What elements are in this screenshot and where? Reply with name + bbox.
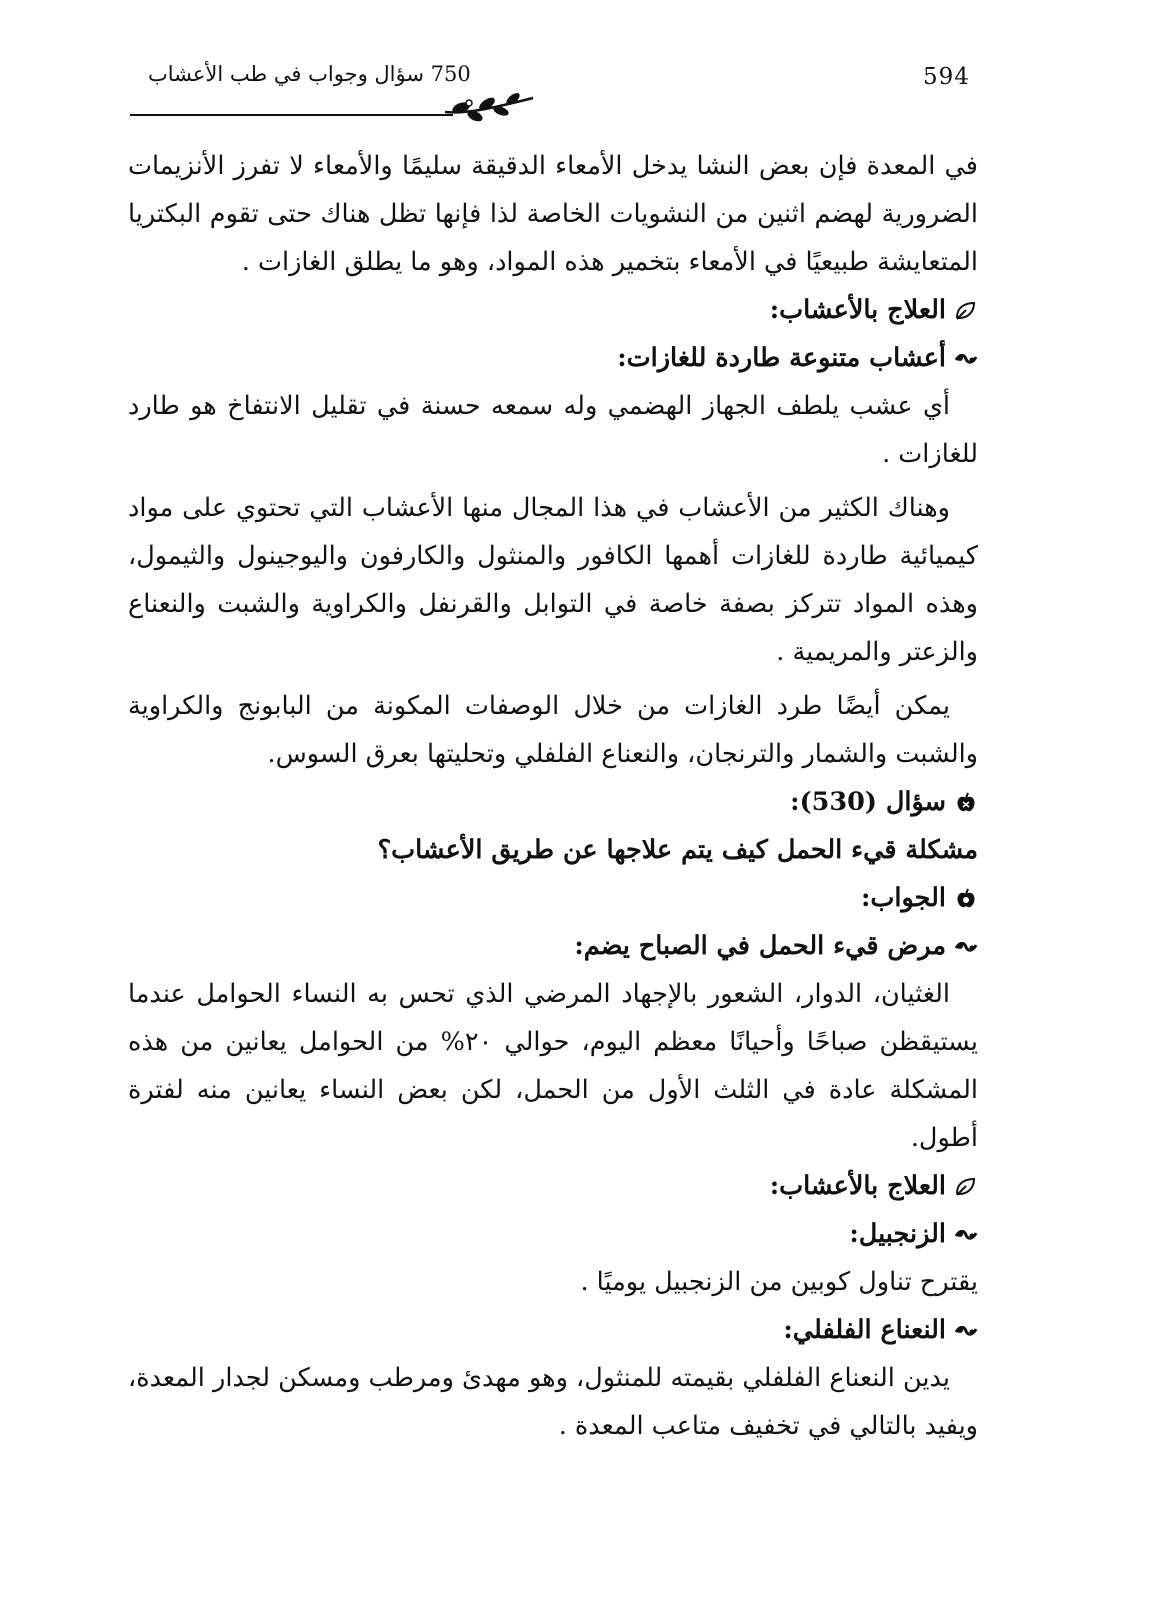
page-header xyxy=(128,56,974,118)
subsection-heading xyxy=(128,334,978,382)
subsection-heading-text: أعشاب متنوعة طاردة للغازات: xyxy=(617,343,946,373)
apple-icon xyxy=(954,792,978,814)
subsection-heading xyxy=(128,1210,978,1258)
answer-label-text: الجواب: xyxy=(861,883,946,913)
page-body xyxy=(128,142,978,1450)
subsection-heading xyxy=(128,922,978,970)
scroll-bullet-icon xyxy=(954,936,978,958)
section-heading xyxy=(128,1162,978,1210)
subsection-heading-text: الزنجبيل: xyxy=(849,1219,946,1249)
paragraph: وهناك الكثير من الأعشاب في هذا المجال منها الأعشاب التي تحتوي على مواد كيميائية طاردة للغازات أهمها الكافور والمنثول والكارفون واليوجينول والثيمول، وهذه المواد تتركز بصفة خاصة في التوابل والقرنفل والكراوية والشبت والنعناع والزعتر والمريمية . xyxy=(128,493,978,667)
subsection-heading xyxy=(128,1306,978,1354)
apple-icon xyxy=(954,888,978,910)
scroll-bullet-icon xyxy=(954,1320,978,1342)
leaf-outline-icon xyxy=(954,300,978,322)
question-text: مشكلة قيء الحمل كيف يتم علاجها عن طريق الأعشاب؟ xyxy=(377,835,978,865)
section-heading xyxy=(128,286,978,334)
paragraph: الغثيان، الدوار، الشعور بالإجهاد المرضي الذي تحس به النساء الحوامل عندما يستيقظن صباحًا وأحيانًا معظم اليوم، حوالي ٢٠% من الحوامل يعانين من هذه المشكلة عادة في الثلث الأول من الحمل، لكن بعض النساء يعانين منه لفترة أطول. xyxy=(128,979,978,1153)
page-number: 594 xyxy=(923,64,970,90)
header-rule xyxy=(130,114,453,116)
question-label xyxy=(128,778,978,826)
paragraph: في المعدة فإن بعض النشا يدخل الأمعاء الدقيقة سليمًا والأمعاء لا تفرز الأنزيمات الضرورية لهضم اثنين من النشويات الخاصة لذا فإنها تظل هناك حتى تقوم البكتريا المتعايشة طبيعيًا في الأمعاء بتخمير هذه المواد، وهو ما يطلق الغازات . xyxy=(128,151,978,277)
running-title: 750 سؤال وجواب في طب الأعشاب xyxy=(148,62,471,86)
question-label-text: سؤال (530): xyxy=(790,787,946,817)
subsection-heading-text: النعناع الفلفلي: xyxy=(783,1315,946,1345)
olive-branch-icon xyxy=(443,90,535,124)
paragraph: أي عشب يلطف الجهاز الهضمي وله سمعه حسنة في تقليل الانتفاخ هو طارد للغازات . xyxy=(128,391,978,469)
answer-label xyxy=(128,874,978,922)
paragraph: يدين النعناع الفلفلي بقيمته للمنثول، وهو مهدئ ومرطب ومسكن لجدار المعدة، ويفيد بالتالي في تخفيف متاعب المعدة . xyxy=(128,1363,978,1441)
leaf-outline-icon xyxy=(954,1176,978,1198)
paragraph: يقترح تناول كوبين من الزنجبيل يوميًا . xyxy=(580,1267,978,1297)
section-heading-text: العلاج بالأعشاب: xyxy=(769,295,946,325)
subsection-heading-text: مرض قيء الحمل في الصباح يضم: xyxy=(574,931,946,961)
section-heading-text: العلاج بالأعشاب: xyxy=(769,1171,946,1201)
paragraph: يمكن أيضًا طرد الغازات من خلال الوصفات المكونة من البابونج والكراوية والشبت والشمار والترنجان، والنعناع الفلفلي وتحليتها بعرق السوس. xyxy=(128,691,978,769)
scroll-bullet-icon xyxy=(954,1224,978,1246)
scroll-bullet-icon xyxy=(954,348,978,370)
